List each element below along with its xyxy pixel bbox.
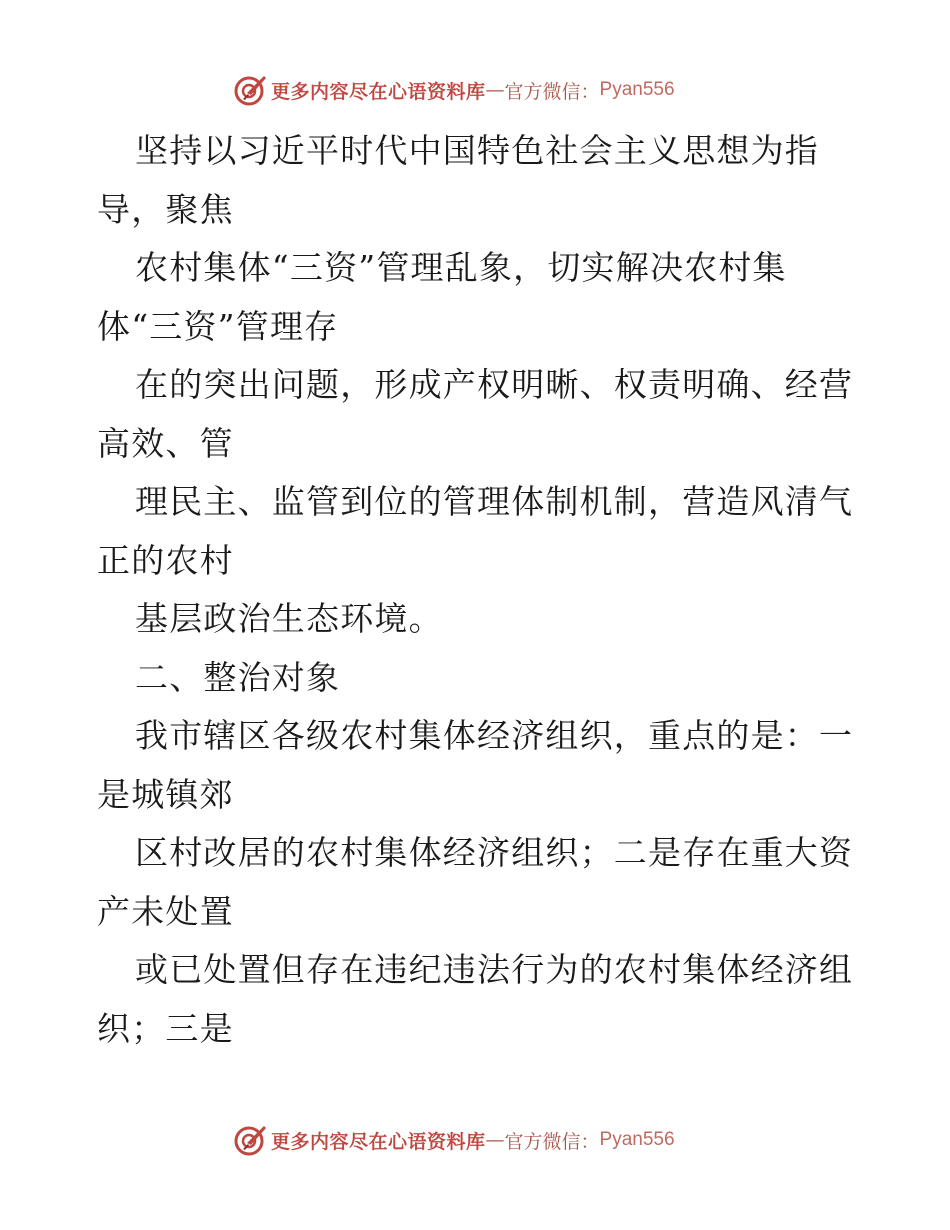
body-line: 在的突出问题，形成产权明晰、权责明确、经营 [135,365,854,404]
watermark-rest-text: 官方微信： [504,80,600,103]
body-line: 织；三是 [97,1008,234,1048]
watermark-rest-text: 官方微信： [504,1130,600,1153]
watermark-dash: — [485,1129,505,1151]
body-line: 区村改居的农村集体经济组织；二是存在重大资 [135,833,854,872]
body-line: 是城镇郊 [97,774,234,814]
body-line: 理民主、监管到位的管理体制机制，营造风清气 [135,482,854,521]
watermark-id-text: Pyan556 [599,79,675,100]
body-line: 高效、管 [97,423,234,463]
watermark-lead-text: 更多内容尽在心语资料库 [271,80,486,103]
quill-logo-icon [233,73,267,107]
watermark-lead-text: 更多内容尽在心语资料库 [271,1130,486,1153]
body-line: 农村集体“三资”管理乱象，切实解决农村集 [135,248,787,287]
body-line: 正的农村 [97,540,234,580]
body-line: 我市辖区各级农村集体经济组织，重点的是：一 [135,716,854,755]
watermark-id-text: Pyan556 [599,1129,675,1150]
body-line: 产未处置 [97,891,234,931]
footer-watermark [233,1122,733,1158]
body-line: 或已处置但存在违纪违法行为的农村集体经济组 [135,950,854,989]
watermark-dash: — [485,79,505,101]
body-line: 体“三资”管理存 [97,306,339,346]
section-heading: 二、整治对象 [135,657,341,697]
body-line: 坚持以习近平时代中国特色社会主义思想为指 [135,131,819,170]
quill-logo-icon [233,1123,267,1157]
body-line: 导，聚焦 [97,189,234,229]
document-body [97,122,857,1058]
header-watermark [233,72,733,108]
body-line: 基层政治生态环境。 [135,599,443,638]
